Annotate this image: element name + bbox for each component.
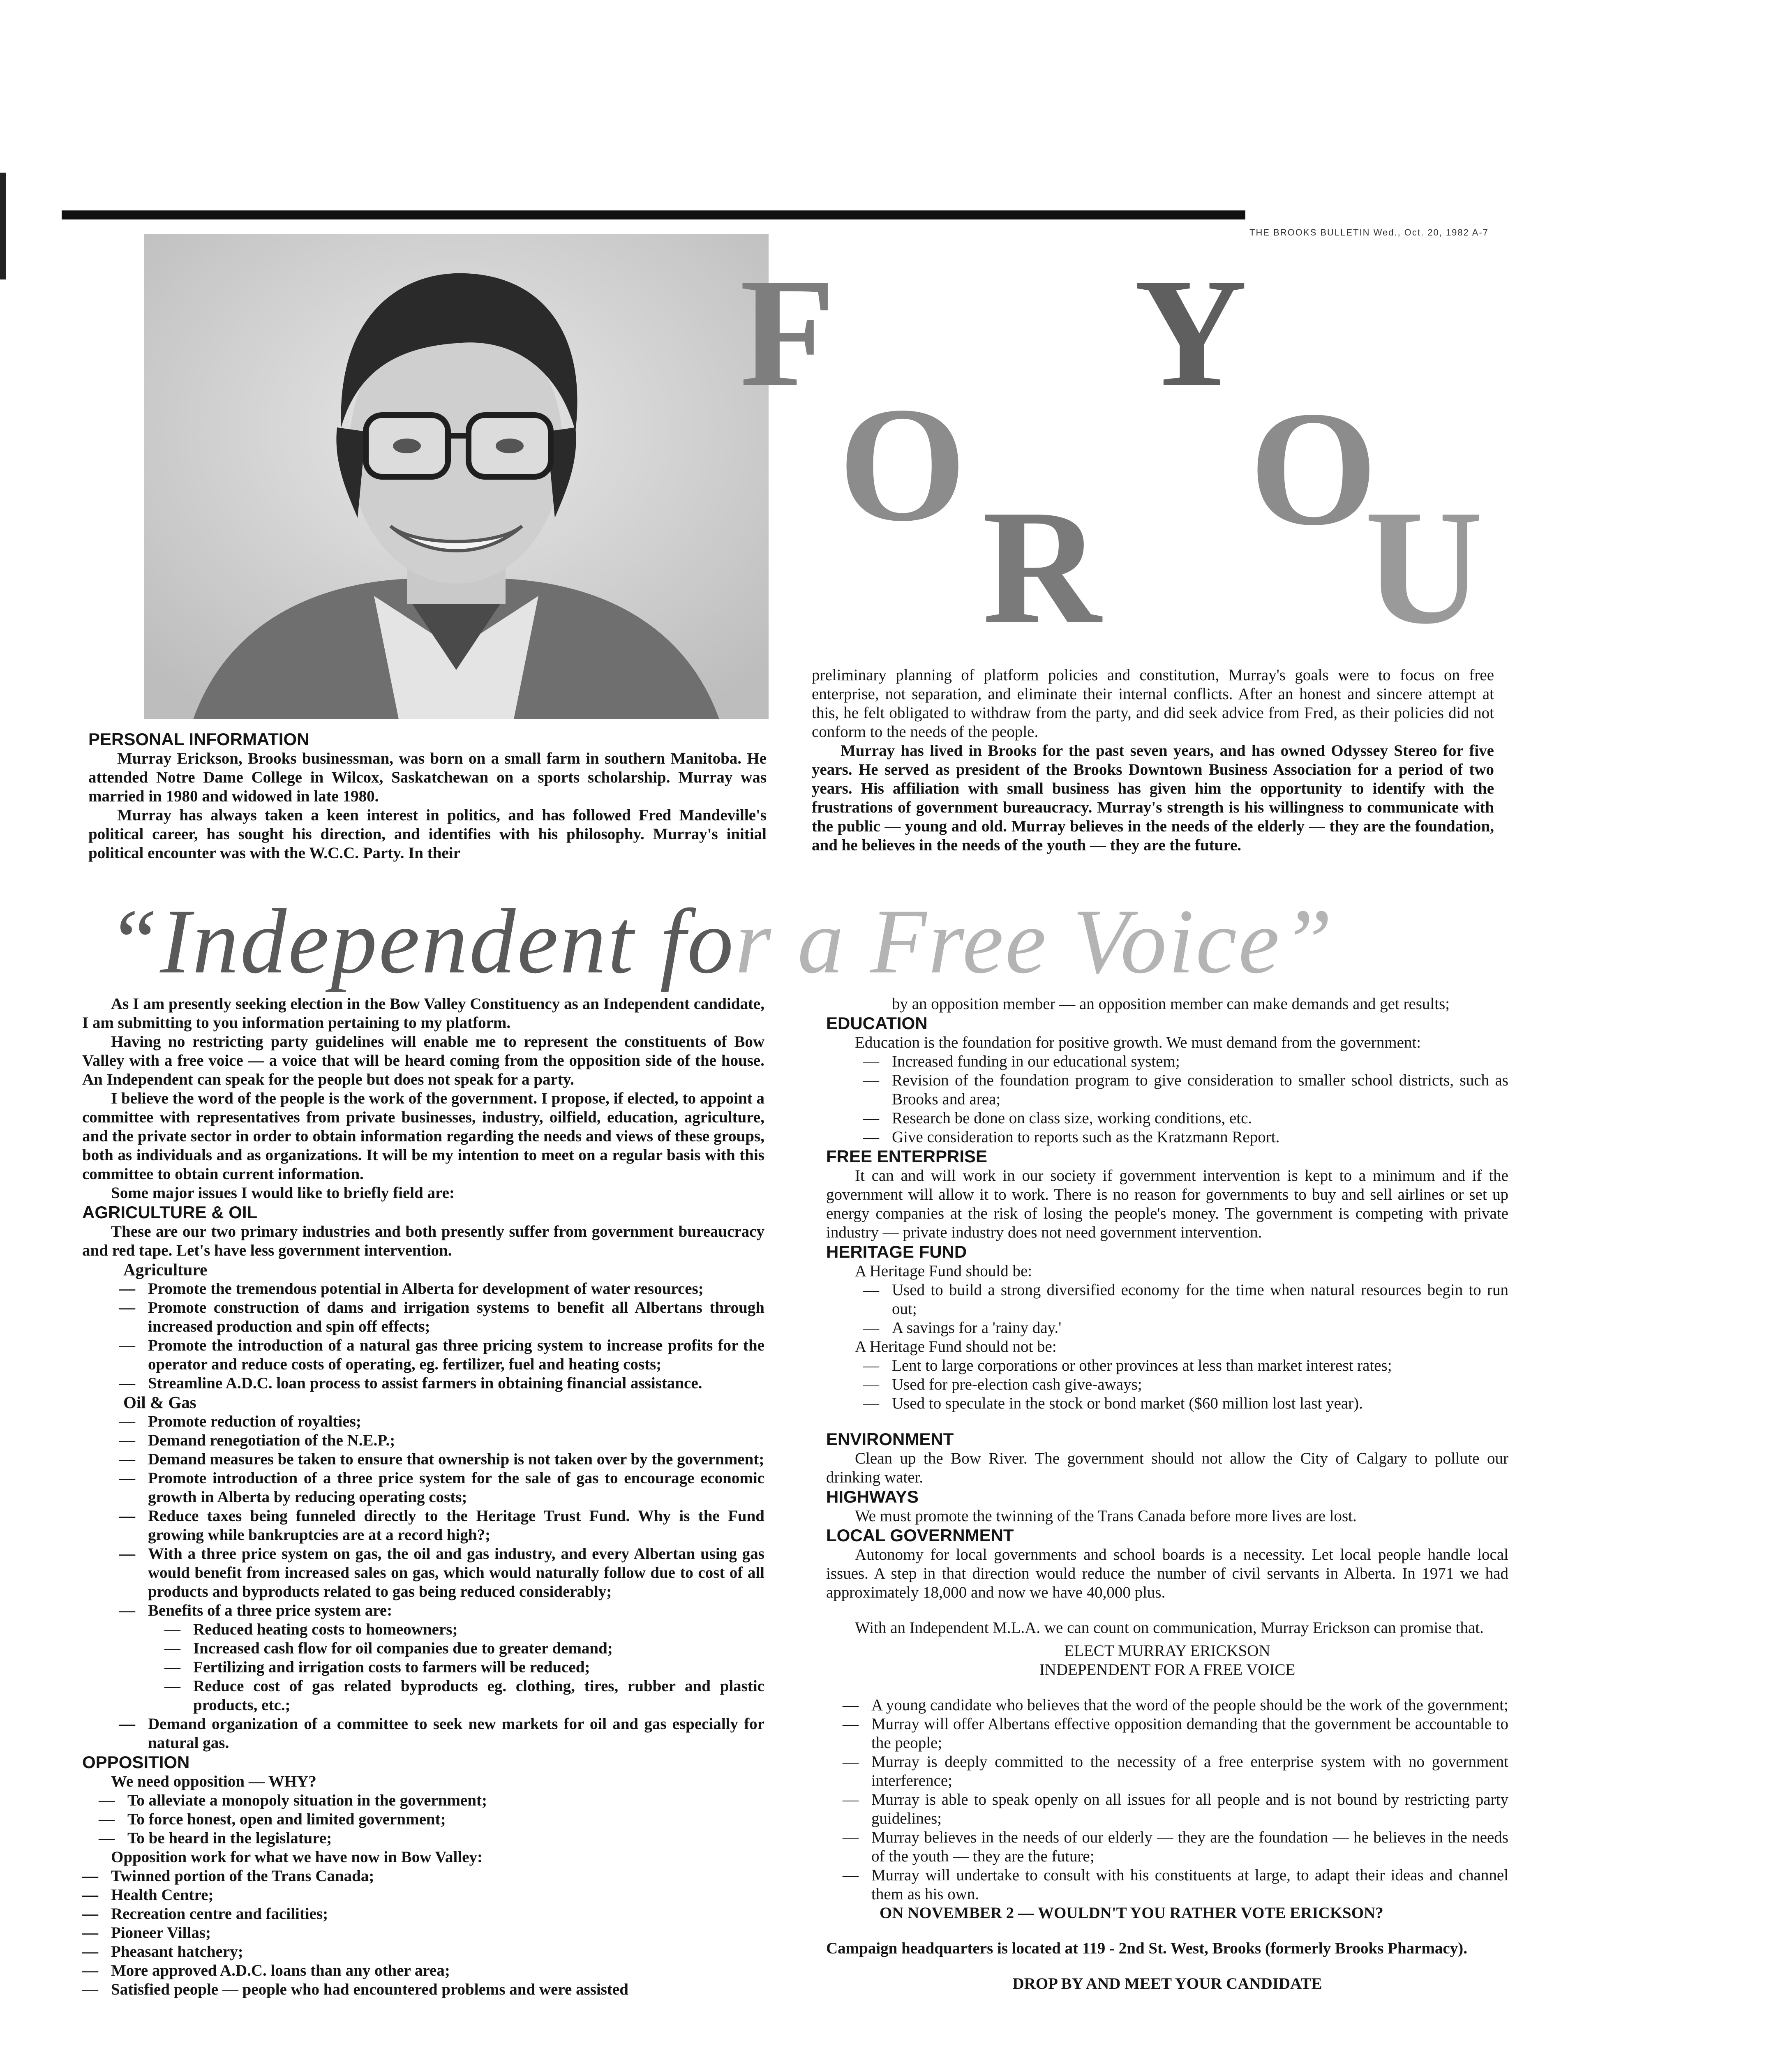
- list-item: — Used for pre-election cash give-aways;: [892, 1375, 1508, 1394]
- candidate-qualities-list: [826, 1696, 1508, 1904]
- opposition-work-intro: Opposition work for what we have now in Bow Valley:: [111, 1848, 483, 1866]
- personal-paragraph: Murray has always taken a keen interest in politics, and has followed Fred Mandeville's political career, has sought his direction, and identifies with his philosophy. Murray's initial political encounter was with the W.C.C. Party. In their: [88, 806, 767, 862]
- list-item: — Murray will undertake to consult with his constituents at large, to adapt their ideas and channel them as his own.: [871, 1866, 1508, 1904]
- headline-letter-r: R: [982, 476, 1101, 658]
- education-list: [826, 1052, 1508, 1147]
- education-heading: EDUCATION: [826, 1014, 928, 1033]
- november-vote-line: ON NOVEMBER 2 — WOULDN'T YOU RATHER VOTE ERICKSON?: [880, 1904, 1383, 1922]
- oil-gas-list-continued: [82, 1715, 764, 1753]
- personal-paragraph: Murray Erickson, Brooks businessman, was born on a small farm in southern Manitoba. He attended Notre Dame College in Wilcox, Saskatchewan on a sports scholarship. Murray was married in 1980 and widowed in late 1980.: [88, 750, 767, 805]
- campaign-headquarters-text: Campaign headquarters is located at 119 - 2nd St. West, Brooks (formerly Brooks Pharmacy).: [826, 1940, 1467, 1957]
- highways-text: We must promote the twinning of the Trans Canada before more lives are lost.: [855, 1507, 1357, 1525]
- free-enterprise-heading: FREE ENTERPRISE: [826, 1147, 988, 1166]
- slogan-faded-part: r a Free Voice”: [735, 890, 1335, 993]
- list-item: — Lent to large corporations or other provinces at less than market interest rates;: [892, 1356, 1508, 1375]
- list-item: — Demand renegotiation of the N.E.P.;: [148, 1431, 764, 1450]
- headline-letter-y: Y: [1134, 246, 1247, 419]
- agriculture-oil-heading: AGRICULTURE & OIL: [82, 1203, 258, 1222]
- headline-letter-o-second: O: [1249, 377, 1378, 559]
- personal-information-section: [88, 730, 767, 863]
- list-item: — Promote construction of dams and irrigation systems to benefit all Albertans through increased production and spin off effects;: [148, 1298, 764, 1336]
- list-item: — Promote the introduction of a natural gas three pricing system to increase profits for the operator and reduce costs of operating, eg. fertilizer, fuel and heating costs;: [148, 1336, 764, 1374]
- headline-letter-f: F: [740, 246, 836, 419]
- intro-paragraph: Having no restricting party guidelines will enable me to represent the constituents of Bow Valley with a free voice — a voice that will be heard coming from the opposition side of the house. An Independent can speak for the people but does not speak for a party.: [82, 1033, 764, 1088]
- list-item: — To force honest, open and limited government;: [127, 1810, 764, 1829]
- heritage-fund-heading: HERITAGE FUND: [826, 1242, 967, 1261]
- list-item: — Used to build a strong diversified economy for the time when natural resources begin to run out;: [892, 1281, 1508, 1318]
- top-rule: [62, 210, 1245, 219]
- list-item: — Promote reduction of royalties;: [148, 1412, 764, 1431]
- list-item: — Twinned portion of the Trans Canada;: [111, 1867, 764, 1886]
- headline-letter-o: O: [838, 373, 967, 555]
- slogan-heading: [107, 888, 1463, 995]
- drop-by-line: DROP BY AND MEET YOUR CANDIDATE: [1012, 1975, 1322, 1993]
- list-item: — Increased funding in our educational system;: [892, 1052, 1508, 1071]
- list-item: — Reduce cost of gas related byproducts eg. clothing, tires, rubber and plastic products, etc.;: [193, 1677, 764, 1715]
- list-item: — Promote the tremendous potential in Alberta for development of water resources;: [148, 1279, 764, 1298]
- heritage-should-label: A Heritage Fund should be:: [855, 1262, 1032, 1280]
- platform-right-column: [826, 995, 1508, 1993]
- opposition-continued: by an opposition member — an opposition member can make demands and get results;: [892, 995, 1450, 1013]
- personal-information-heading: PERSONAL INFORMATION: [88, 730, 309, 749]
- intro-paragraph: I believe the word of the people is the work of the government. I propose, if elected, to appoint a committee with representatives from private businesses, industry, oilfield, education, agriculture, and the private sector in order to obtain information regarding the needs and views of these groups, both as individuals and as organizations. It will be my intention to meet on a regular basis with this committee to obtain current information.: [82, 1090, 764, 1183]
- highways-heading: HIGHWAYS: [826, 1487, 919, 1506]
- oil-gas-list: [82, 1412, 764, 1620]
- list-item: — Research be done on class size, working conditions, etc.: [892, 1109, 1508, 1128]
- list-item: — Satisfied people — people who had encountered problems and were assisted: [111, 1980, 764, 1999]
- opposition-heading: OPPOSITION: [82, 1753, 190, 1772]
- list-item: — Give consideration to reports such as the Kratzmann Report.: [892, 1128, 1508, 1147]
- list-item: — Demand organization of a committee to seek new markets for oil and gas especially for natural gas.: [148, 1715, 764, 1753]
- list-item: — Used to speculate in the stock or bond market ($60 million lost last year).: [892, 1394, 1508, 1413]
- elect-line-2: INDEPENDENT FOR A FREE VOICE: [1039, 1661, 1296, 1679]
- scan-edge-mark: [0, 173, 6, 279]
- list-item: — Increased cash flow for oil companies due to greater demand;: [193, 1639, 764, 1658]
- list-item: — Promote introduction of a three price system for the sale of gas to encourage economic growth in Alberta by reducing operating costs;: [148, 1469, 764, 1507]
- list-item: — Reduce taxes being funneled directly to the Heritage Trust Fund. Why is the Fund growing while bankruptcies are at a record high?;: [148, 1507, 764, 1545]
- list-item: — Murray is deeply committed to the necessity of a free enterprise system with no government interference;: [871, 1753, 1508, 1790]
- heritage-not-label: A Heritage Fund should not be:: [855, 1338, 1057, 1355]
- elect-line-1: ELECT MURRAY ERICKSON: [1064, 1642, 1270, 1660]
- personal-paragraph: preliminary planning of platform policies and constitution, Murray's goals were to focus on free enterprise, not separation, and eliminate their internal conflicts. After an honest and sincere attempt at this, he felt obligated to withdraw from the party, and did seek advice from Fred, as their policies did not conform to the needs of the people.: [812, 666, 1494, 741]
- free-enterprise-text: It can and will work in our society if government intervention is kept to a minimum and if the government will allow it to work. There is no reason for governments to buy and sell airlines or set up energy companies at the risk of losing the people's money. The government is competing with private industry — private industry does not need government intervention.: [826, 1167, 1508, 1241]
- list-item: — Pioneer Villas;: [111, 1923, 764, 1942]
- local-government-text: Autonomy for local governments and school boards is a necessity. Let local people handle local issues. A step in that direction would reduce the number of civil servants in Alberta. In 1971 we had approximately 18,000 and now we have 40,000 plus.: [826, 1546, 1508, 1601]
- agriculture-oil-intro: These are our two primary industries and both presently suffer from government bureaucracy and red tape. Let's have less government intervention.: [82, 1223, 764, 1259]
- heritage-not-list: [826, 1356, 1508, 1413]
- list-item: — Benefits of a three price system are:: [148, 1601, 764, 1620]
- platform-left-column: [82, 995, 764, 1999]
- list-item: — Demand measures be taken to ensure that ownership is not taken over by the government;: [148, 1450, 764, 1469]
- candidate-portrait-illustration: [144, 234, 769, 719]
- list-item: — Fertilizing and irrigation costs to farmers will be reduced;: [193, 1658, 764, 1677]
- list-item: — Murray will offer Albertans effective opposition demanding that the government be accountable to the people;: [871, 1715, 1508, 1753]
- headline-letter-u: U: [1365, 476, 1483, 658]
- education-intro: Education is the foundation for positive growth. We must demand from the government:: [855, 1034, 1421, 1051]
- candidate-photo: [144, 234, 769, 719]
- list-item: — Health Centre;: [111, 1886, 764, 1905]
- personal-paragraph: Murray has lived in Brooks for the past seven years, and has owned Odyssey Stereo for five years. He served as president of the Brooks Downtown Business Association for a period of two years. His affiliation with small business has given him the opportunity to identify with the frustrations of government bureaucracy. Murray's strength is his willingness to communicate with the public — young and old. Murray believes in the needs of the elderly — they are the foundation, and he believes in the needs of the youth — they are the future.: [812, 742, 1494, 854]
- environment-heading: ENVIRONMENT: [826, 1429, 954, 1449]
- list-item: — A young candidate who believes that the word of the people should be the work of the government;: [871, 1696, 1508, 1715]
- local-government-heading: LOCAL GOVERNMENT: [826, 1526, 1014, 1545]
- opposition-intro: We need opposition — WHY?: [111, 1773, 316, 1790]
- intro-paragraph: Some major issues I would like to briefly field are:: [111, 1184, 455, 1202]
- list-item: — Murray is able to speak openly on all issues for all people and is not bound by restricting party guidelines;: [871, 1790, 1508, 1828]
- list-item: — Murray believes in the needs of our elderly — they are the foundation — he believes in the needs of the youth — they are the future;: [871, 1828, 1508, 1866]
- oil-gas-subheading: Oil & Gas: [123, 1393, 196, 1412]
- list-item: — To be heard in the legislature;: [127, 1829, 764, 1848]
- heritage-should-list: [826, 1281, 1508, 1337]
- agriculture-list: [82, 1279, 764, 1393]
- list-item: — Revision of the foundation program to give consideration to smaller school districts, such as Brooks and area;: [892, 1071, 1508, 1109]
- list-item: — Recreation centre and facilities;: [111, 1905, 764, 1923]
- list-item: — Pheasant hatchery;: [111, 1942, 764, 1961]
- personal-information-continued: [812, 666, 1494, 855]
- communication-text: With an Independent M.L.A. we can count on communication, Murray Erickson can promise that.: [855, 1619, 1484, 1637]
- intro-paragraph: As I am presently seeking election in the Bow Valley Constituency as an Independent candidate, I am submitting to you information pertaining to my platform.: [82, 995, 764, 1032]
- list-item: — More approved A.D.C. loans than any other area;: [111, 1961, 764, 1980]
- list-item: — A savings for a 'rainy day.': [892, 1318, 1508, 1337]
- opposition-list: [82, 1791, 764, 1848]
- masthead: THE BROOKS BULLETIN Wed., Oct. 20, 1982 A-7: [1249, 227, 1489, 238]
- list-item: — To alleviate a monopoly situation in the government;: [127, 1791, 764, 1810]
- environment-text: Clean up the Bow River. The government should not allow the City of Calgary to pollute our drinking water.: [826, 1450, 1508, 1486]
- benefits-list: [82, 1620, 764, 1715]
- slogan-dark-part: “Independent fo: [107, 890, 735, 993]
- list-item: — Reduced heating costs to homeowners;: [193, 1620, 764, 1639]
- opposition-work-list: [82, 1867, 764, 1999]
- list-item: — With a three price system on gas, the oil and gas industry, and every Albertan using gas would benefit from increased sales on gas, which would naturally follow due to cost of all products and byproducts related to gas being reduced considerably;: [148, 1545, 764, 1601]
- list-item: — Streamline A.D.C. loan process to assist farmers in obtaining financial assistance.: [148, 1374, 764, 1393]
- agriculture-subheading: Agriculture: [123, 1260, 208, 1279]
